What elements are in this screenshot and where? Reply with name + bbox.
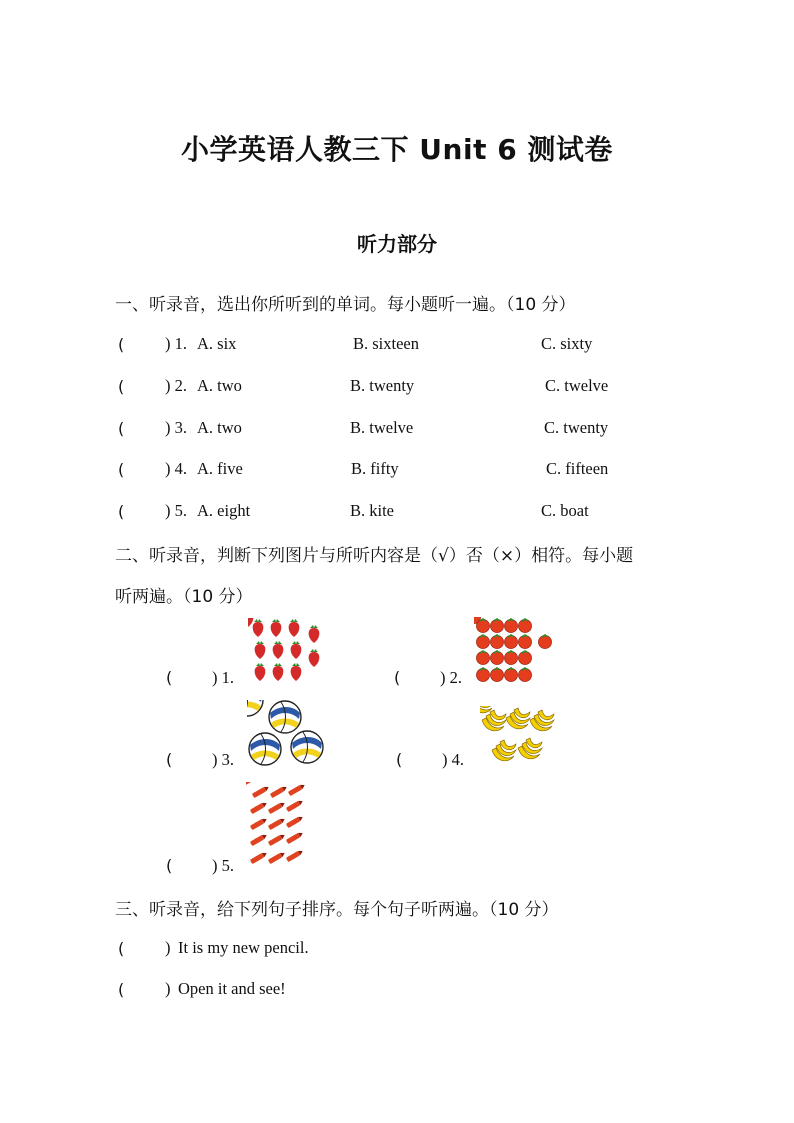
section-title-listening: 听力部分: [357, 232, 437, 256]
answer-paren[interactable]: (: [118, 419, 125, 438]
answer-paren[interactable]: (: [166, 856, 173, 875]
answer-paren[interactable]: (: [118, 980, 125, 999]
option-c: C. boat: [541, 501, 589, 520]
question-number: ): [165, 979, 171, 998]
question-number: ) 1.: [212, 668, 234, 687]
option-b: B. twenty: [350, 376, 415, 395]
answer-paren[interactable]: (: [118, 335, 125, 354]
answer-paren[interactable]: (: [118, 460, 125, 479]
answer-paren[interactable]: (: [166, 750, 173, 769]
sentence-text: Open it and see!: [178, 979, 286, 998]
volleyballs-picture: [247, 700, 327, 768]
option-a: A. two: [197, 418, 242, 437]
question-number: ) 5.: [165, 501, 187, 520]
option-a: A. two: [197, 376, 242, 395]
page-title: 小学英语人教三下 Unit 6 测试卷: [181, 133, 613, 166]
question-number: ): [165, 938, 171, 957]
question-number: ) 2.: [440, 668, 462, 687]
question-number: ) 3.: [212, 750, 234, 769]
sentence-text: It is my new pencil.: [178, 938, 309, 957]
section1-heading: 一、听录音，选出你所听到的单词。每小题听一遍。（10 分）: [115, 295, 576, 315]
answer-paren[interactable]: (: [394, 668, 401, 687]
tomatoes-picture: [474, 617, 556, 685]
question-number: ) 4.: [165, 459, 187, 478]
answer-paren[interactable]: (: [166, 668, 173, 687]
bananas-picture: [480, 706, 556, 768]
option-c: C. twenty: [544, 418, 609, 437]
answer-paren[interactable]: (: [118, 502, 125, 521]
section3-heading: 三、听录音，给下列句子排序。每个句子听两遍。（10 分）: [115, 900, 559, 920]
option-c: C. fifteen: [546, 459, 609, 478]
option-c: C. twelve: [545, 376, 609, 395]
crayons-picture: [246, 782, 316, 870]
option-b: B. kite: [350, 501, 394, 520]
option-b: B. fifty: [351, 459, 399, 478]
question-number: ) 1.: [165, 334, 187, 353]
section2-heading-line2: 听两遍。（10 分）: [115, 587, 253, 607]
question-number: ) 2.: [165, 376, 187, 395]
question-number: ) 5.: [212, 856, 234, 875]
answer-paren[interactable]: (: [118, 377, 125, 396]
question-number: ) 3.: [165, 418, 187, 437]
section2-heading-line1: 二、听录音，判断下列图片与所听内容是（√）否（×）相符。每小题: [115, 546, 634, 566]
option-b: B. twelve: [350, 418, 414, 437]
option-b: B. sixteen: [353, 334, 419, 353]
option-a: A. six: [197, 334, 237, 353]
option-a: A. eight: [197, 501, 251, 520]
question-number: ) 4.: [442, 750, 464, 769]
option-c: C. sixty: [541, 334, 593, 353]
strawberries-picture: [248, 618, 324, 684]
answer-paren[interactable]: (: [396, 750, 403, 769]
option-a: A. five: [197, 459, 243, 478]
answer-paren[interactable]: (: [118, 939, 125, 958]
